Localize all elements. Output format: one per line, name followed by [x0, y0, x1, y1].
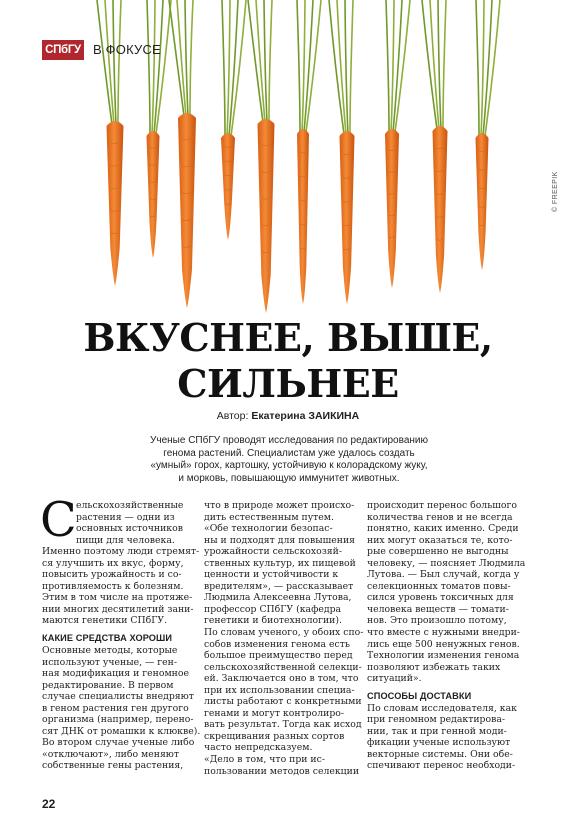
carrot-root	[147, 131, 160, 258]
author-name: Екатерина ЗАИКИНА	[251, 410, 360, 422]
carrot-stem	[222, 0, 225, 136]
carrot-root	[178, 113, 196, 308]
carrot-root	[340, 131, 355, 304]
lead-line: «умный» горох, картошку, устойчивую к колорадскому жуку,	[150, 460, 428, 472]
lead-paragraph	[130, 435, 448, 485]
carrots-photo	[0, 0, 576, 320]
text-line: нии многих десятилетий зани-	[42, 603, 194, 615]
text-line: вредителям», — рассказывает	[204, 580, 354, 592]
carrot-root	[297, 129, 309, 304]
text-line: векторные системы. Они обе-	[367, 748, 513, 760]
text-line: в геном растения ген другого	[42, 702, 189, 714]
carrot-stem	[185, 0, 188, 116]
carrot-stem	[345, 0, 348, 134]
text-line: селекционных томатов повы-	[367, 580, 511, 592]
carrot-stem	[190, 0, 193, 116]
text-line: ельскохозяйственные	[76, 500, 184, 511]
carrot-stem	[113, 0, 116, 124]
text-line: растения — одни из	[76, 511, 175, 523]
text-line: ценности и устойчивости к	[204, 569, 339, 581]
text-line: сят ДНК от ромашки к клюкве).	[42, 725, 201, 737]
text-line: организма (например, перено-	[42, 714, 194, 726]
text-line: ей. Заключается оно в том, что	[204, 673, 359, 685]
text-line: противляемость к болезням.	[42, 580, 184, 592]
carrot-stem	[395, 0, 410, 132]
text-line: редактирование. В первом	[42, 679, 174, 691]
text-line: листы работают с конкретными	[204, 696, 362, 708]
text-line: рые совершенно не выгодны	[367, 546, 509, 558]
text-line: при их использовании специа-	[204, 684, 355, 696]
text-line: ная модификация и геномное	[42, 668, 189, 680]
carrot-stem	[269, 0, 272, 122]
headline-line-1: ВКУСНЕЕ, ВЫШЕ,	[83, 315, 493, 360]
text-line: лись еще 500 ненужных генов.	[367, 638, 520, 650]
text-line: Людмила Алексеевна Лутова,	[204, 592, 352, 604]
text-line: при геномном редактирова-	[367, 714, 506, 726]
carrot-root	[433, 126, 448, 293]
text-line: что в природе может происхо-	[204, 500, 355, 511]
byline-label: Автор:	[216, 410, 249, 422]
text-line: нии, так и при генной моди-	[367, 725, 507, 737]
text-line: ны и подходят для повышения	[204, 534, 356, 546]
text-line: спечивают перенос необходи-	[367, 760, 516, 772]
text-line: пищи для человека.	[76, 534, 175, 546]
carrot-stem	[485, 0, 500, 136]
carrot-stem	[386, 0, 389, 132]
text-line: Основные методы, которые	[42, 645, 178, 657]
article-column-2	[204, 500, 364, 777]
text-line: собственные гены растения,	[42, 760, 184, 772]
text-line: генами и могут контролиро-	[204, 707, 345, 719]
page-number: 22	[42, 797, 56, 811]
text-line: пользовании методов селекции	[204, 765, 360, 777]
carrot-stem	[152, 0, 155, 134]
carrot-stem	[156, 0, 171, 134]
carrot-root	[476, 133, 489, 270]
text-line: скрещивания разных сортов	[204, 730, 345, 742]
carrot-stem	[147, 0, 150, 134]
text-line: часто непредсказуем.	[204, 742, 313, 754]
text-line: них могут оказаться те, кото-	[367, 534, 513, 546]
text-line: маются генетики СПбГУ.	[42, 615, 168, 627]
text-line: человека веществ — томати-	[367, 603, 509, 615]
carrot-stem	[438, 0, 441, 129]
text-line: «Дело в том, что при ис-	[204, 754, 325, 766]
section-label: В ФОКУСЕ	[93, 42, 161, 57]
carrot-stem	[227, 0, 230, 136]
text-line: фикации ученые используют	[367, 737, 511, 749]
carrot-stem	[118, 0, 121, 124]
headline-line-2: СИЛЬНЕЕ	[177, 361, 399, 406]
text-line: основных источников	[76, 523, 183, 535]
text-line: «Обе технологии безопас-	[204, 523, 333, 535]
lead-line: генома растений. Специалистам уже удалось создать	[163, 447, 415, 459]
text-line: ся улучшить их вкус, форму,	[42, 557, 184, 569]
text-line: сился уровень токсичных для	[367, 592, 514, 604]
text-line: Во втором случае ученые либо	[42, 737, 195, 749]
carrot-root	[221, 133, 235, 240]
text-line: дить естественным путем.	[204, 511, 334, 523]
carrot-stem	[264, 0, 267, 122]
text-line: Этим в том числе на протяже-	[42, 592, 193, 604]
text-line: собов изменения генома есть	[204, 638, 350, 650]
article-column-3	[367, 500, 526, 772]
carrot-stem	[231, 0, 246, 136]
text-line: большое преимущество перед	[204, 650, 353, 662]
text-line: «отключают», либо меняют	[42, 748, 180, 760]
text-line: Именно поэтому люди стремят-	[42, 546, 200, 558]
carrot-stem	[350, 0, 353, 134]
carrot-stem	[329, 0, 344, 134]
carrot-stem	[476, 0, 479, 136]
text-line: понятно, каких именно. Среди	[367, 523, 519, 535]
text-line: Лутова. — Был случай, когда у	[367, 569, 520, 581]
lead-line: Ученые СПбГУ проводят исследования по редактированию	[150, 435, 428, 446]
text-line: используют ученые, — ген-	[42, 656, 177, 668]
text-line: Технологии изменения генома	[367, 650, 520, 662]
lead-line: и морковь, повышающую иммунитет животных.	[178, 472, 400, 484]
carrot-stem	[306, 0, 321, 132]
article-column-1	[42, 500, 201, 772]
section-heading: КАКИЕ СРЕДСТВА ХОРОШИ	[42, 633, 173, 644]
carrot-stem	[391, 0, 394, 132]
drop-cap: С	[40, 492, 77, 548]
section-heading: СПОСОБЫ ДОСТАВКИ	[367, 690, 472, 701]
carrot-root	[107, 121, 124, 286]
carrot-stem	[302, 0, 305, 132]
carrot-stem	[443, 0, 446, 129]
text-line: профессор СПбГУ (кафедра	[204, 603, 342, 615]
carrot-root	[258, 119, 275, 313]
carrot-stem	[481, 0, 484, 136]
text-line: человеку, — поясняет Людмила	[367, 557, 526, 569]
text-line: случае специалисты внедряют	[42, 691, 194, 703]
carrot-stem	[297, 0, 300, 132]
text-line: По словам ученого, у обоих спо-	[204, 627, 364, 639]
text-line: генетики и биотехнологии).	[204, 615, 342, 627]
text-line: количества генов и не всегда	[367, 511, 513, 523]
text-line: ственных культур, их пищевой	[204, 557, 356, 569]
text-line: повысить урожайность и со-	[42, 569, 182, 581]
text-line: По словам исследователя, как	[367, 702, 517, 714]
photo-credit: © FREEPIK	[552, 171, 559, 212]
brand-logo: СПбГУ	[42, 40, 84, 60]
text-line: урожайности сельскохозяй-	[204, 546, 343, 558]
text-line: вать результат. Тогда как исход	[204, 719, 362, 731]
text-line: ситуаций».	[367, 673, 422, 685]
text-line: что вместе с нужными внедри-	[367, 627, 520, 639]
text-line: происходит перенос большого	[367, 500, 517, 511]
text-line: позволяют избежать таких	[367, 661, 501, 673]
text-line: нов. Это произошло потому,	[367, 615, 507, 627]
text-line: сельскохозяйственной селекци-	[204, 661, 362, 673]
carrot-root	[385, 129, 399, 288]
byline	[0, 410, 576, 422]
